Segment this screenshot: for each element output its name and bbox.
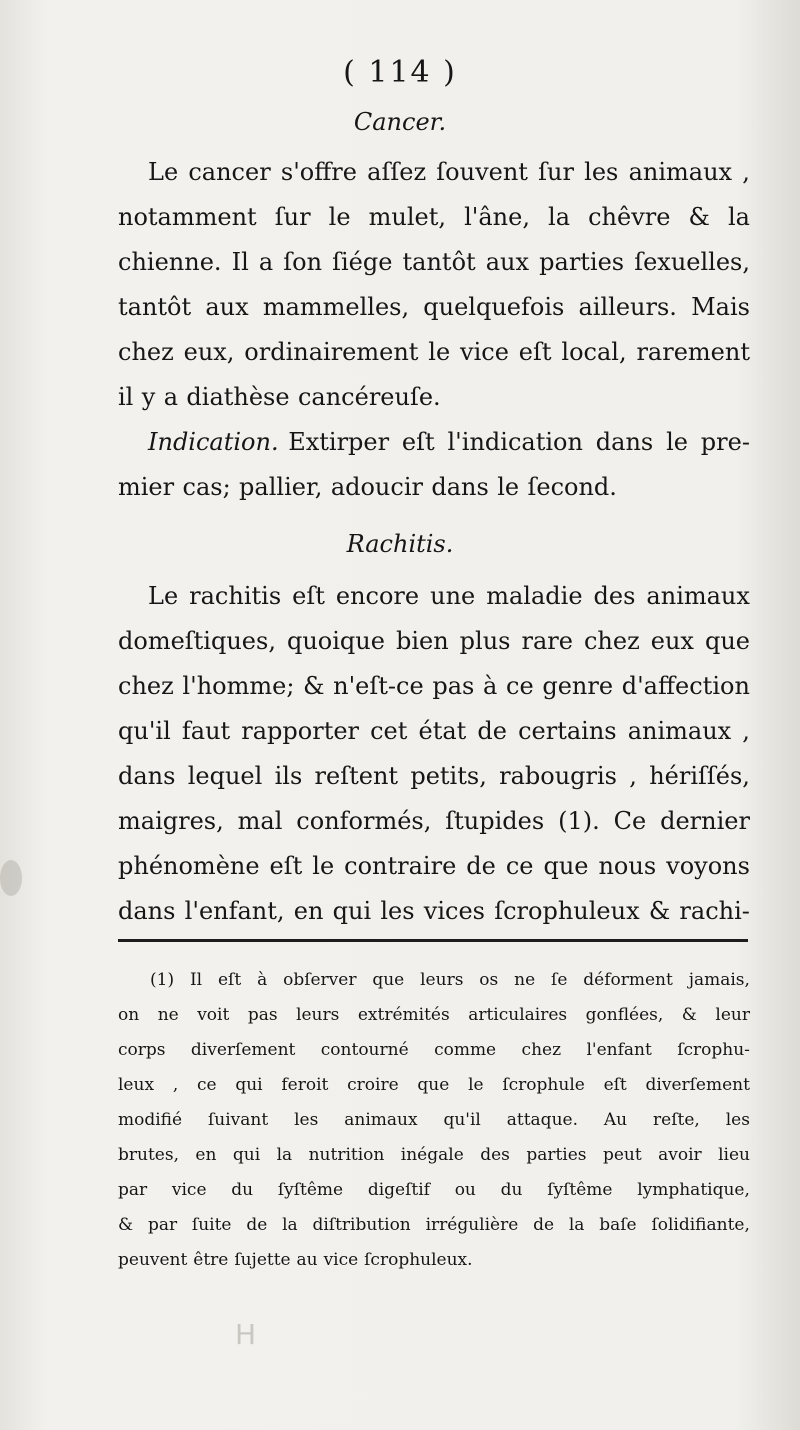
word: leur — [715, 1005, 750, 1025]
word: ſur — [274, 203, 311, 231]
text-line — [118, 158, 750, 202]
word: nutrition — [308, 1145, 385, 1165]
word: mier — [118, 473, 175, 501]
word: vice — [460, 338, 509, 366]
word: lequel — [187, 762, 263, 790]
word: animaux — [344, 1110, 418, 1130]
word: , — [742, 158, 750, 186]
text-line — [118, 852, 750, 896]
word: y — [141, 383, 156, 411]
word: & — [688, 203, 710, 231]
word: brutes, — [118, 1145, 179, 1165]
word: maigres, — [118, 807, 224, 835]
word: voit — [197, 1005, 230, 1025]
word: pas — [247, 1005, 278, 1025]
word: certains — [518, 717, 617, 745]
footnote-line — [118, 1005, 750, 1038]
word: , — [172, 1075, 179, 1095]
word: Le — [148, 582, 179, 610]
word: parties — [526, 1145, 587, 1165]
word: l'homme; — [182, 672, 295, 700]
word: parties — [539, 248, 625, 276]
word: os — [479, 970, 499, 990]
word: conformés, — [296, 807, 432, 835]
word: vices — [423, 897, 485, 925]
word: on — [118, 1005, 140, 1025]
word: Extirper — [288, 428, 390, 456]
word: & — [303, 672, 325, 700]
word: cancéreuſe. — [297, 383, 441, 411]
word: bien — [395, 627, 449, 655]
word: articulaires — [468, 1005, 568, 1025]
word: adoucir — [330, 473, 423, 501]
word: rarement — [636, 338, 750, 366]
word: ſyſtême — [547, 1180, 613, 1200]
word: de — [466, 852, 496, 880]
word: Mais — [691, 293, 750, 321]
word: mal — [237, 807, 283, 835]
word: domeſtiques, — [118, 627, 276, 655]
word: eſt — [518, 338, 552, 366]
word: leurs — [296, 1005, 340, 1025]
text-line — [118, 582, 750, 626]
word: l'enfant — [586, 1040, 652, 1060]
word: ſe — [551, 970, 568, 990]
word: le — [468, 1075, 484, 1095]
word: ſyſtême — [277, 1180, 344, 1200]
word: dans — [118, 762, 176, 790]
word: a — [258, 248, 274, 276]
word: de — [533, 1215, 555, 1235]
text-line — [118, 897, 750, 941]
word: ſon — [283, 248, 323, 276]
word: encore — [335, 582, 420, 610]
word: eſt — [269, 852, 303, 880]
word: contourné — [320, 1040, 409, 1060]
word: a — [163, 383, 179, 411]
word: local, — [561, 338, 627, 366]
word: plus — [459, 627, 511, 655]
word: rachitis — [189, 582, 282, 610]
word: Ce — [613, 807, 647, 835]
word: ſur — [538, 158, 574, 186]
word: obſerver — [283, 970, 357, 990]
word: & — [681, 1005, 697, 1025]
text-line — [118, 293, 750, 337]
word: la — [282, 1215, 298, 1235]
word: en — [293, 897, 324, 925]
word: l'enfant, — [184, 897, 285, 925]
word: par — [118, 1180, 148, 1200]
word: rapporter — [241, 717, 360, 745]
word: ce — [506, 672, 534, 700]
word: qu'il — [118, 717, 171, 745]
word: & — [648, 897, 671, 925]
footnote-line — [118, 1110, 750, 1143]
word: être — [193, 1250, 229, 1270]
word: aux — [205, 293, 249, 321]
word: dans — [118, 897, 176, 925]
word: peut — [602, 1145, 642, 1165]
word: & — [118, 1215, 134, 1235]
word: qui — [332, 897, 372, 925]
text-line — [118, 762, 750, 806]
word: ſtupides — [445, 807, 545, 835]
word: l'indication — [447, 428, 583, 456]
word: des — [480, 1145, 510, 1165]
word: chez — [583, 627, 640, 655]
word: (1) — [150, 970, 175, 990]
word: voyons — [666, 852, 750, 880]
word: , — [629, 762, 637, 790]
word: croire — [347, 1075, 399, 1095]
word: le — [497, 473, 520, 501]
text-line — [118, 473, 750, 517]
word: tantôt — [118, 293, 192, 321]
word: irrégulière — [425, 1215, 519, 1235]
word: vice — [323, 1250, 359, 1270]
word: que — [543, 852, 589, 880]
word: aſſez — [367, 158, 427, 186]
word: Il — [231, 248, 249, 276]
word: chez — [521, 1040, 562, 1060]
word: ils — [274, 762, 303, 790]
word: ſecond. — [527, 473, 617, 501]
word: aux — [485, 248, 530, 276]
word: cas; — [182, 473, 231, 501]
word: corps — [118, 1040, 166, 1060]
word: nous — [598, 852, 657, 880]
word: mulet, — [368, 203, 446, 231]
word: (1). — [558, 807, 600, 835]
word: eſt — [603, 1075, 627, 1095]
word: diverſement — [645, 1075, 750, 1095]
word: qui — [235, 1075, 263, 1095]
word: de — [246, 1215, 268, 1235]
word: dans — [431, 473, 489, 501]
word: que — [417, 1075, 450, 1095]
word: ailleurs. — [578, 293, 677, 321]
word: du — [231, 1180, 254, 1200]
word: le — [328, 203, 351, 231]
word: à — [483, 672, 498, 700]
word: genre — [542, 672, 614, 700]
word: leux — [118, 1075, 155, 1095]
word: ce — [505, 852, 534, 880]
word: les — [294, 1110, 319, 1130]
word: pre- — [700, 428, 750, 456]
word: maladie — [486, 582, 583, 610]
word: animaux — [627, 717, 732, 745]
word: le — [428, 338, 451, 366]
word: pallier, — [239, 473, 323, 501]
word: inégale — [400, 1145, 464, 1165]
word: à — [257, 970, 268, 990]
word: cancer — [188, 158, 271, 186]
word: eux — [650, 627, 694, 655]
word: ne — [157, 1005, 179, 1025]
word: en — [195, 1145, 217, 1165]
word: gonflées, — [585, 1005, 664, 1025]
word: diverſement — [190, 1040, 296, 1060]
word: la — [568, 1215, 585, 1235]
text-line — [118, 383, 750, 427]
word: par — [147, 1215, 178, 1235]
text-line — [118, 807, 750, 851]
word: chez — [118, 672, 174, 700]
word: jamais, — [688, 970, 750, 990]
word: quelquefois — [423, 293, 565, 321]
word: tantôt — [402, 248, 476, 276]
word: chez — [118, 338, 174, 366]
word: la — [276, 1145, 293, 1165]
footnote-line — [118, 1040, 750, 1073]
word: des — [593, 582, 636, 610]
word: qui — [232, 1145, 261, 1165]
word: feroit — [281, 1075, 329, 1095]
section-heading-cancer: Cancer. — [353, 108, 447, 136]
word: mammelles, — [262, 293, 410, 321]
word: rare — [521, 627, 573, 655]
word: ſouvent — [436, 158, 528, 186]
text-line — [118, 338, 750, 382]
word: rabougris — [499, 762, 617, 790]
indication-line — [118, 428, 750, 472]
word: vice — [171, 1180, 207, 1200]
footnote-line — [118, 1180, 750, 1213]
text-line — [118, 717, 750, 761]
word: ce — [196, 1075, 217, 1095]
text-line — [118, 248, 750, 292]
text-line — [118, 627, 750, 671]
word: pas — [432, 672, 475, 700]
word: notamment — [118, 203, 257, 231]
word: diathèse — [186, 383, 290, 411]
word: la — [548, 203, 571, 231]
word: avoir — [658, 1145, 702, 1165]
footnote-line — [118, 1145, 750, 1178]
page-number: ( 114 ) — [343, 55, 457, 90]
footnote-line — [118, 970, 750, 1003]
word: contraire — [344, 852, 457, 880]
word: les — [380, 897, 415, 925]
word: du — [500, 1180, 523, 1200]
word: ſcrophule — [502, 1075, 585, 1095]
word: animaux — [628, 158, 733, 186]
word: déforment — [583, 970, 673, 990]
word: ne — [514, 970, 536, 990]
word: au — [296, 1250, 318, 1270]
word: ou — [454, 1180, 476, 1200]
word: attaque. — [506, 1110, 578, 1130]
word: quoique — [286, 627, 385, 655]
word: d'affection — [621, 672, 750, 700]
word: ſexuelles, — [634, 248, 750, 276]
word: eſt — [292, 582, 325, 610]
footnote-line — [118, 1215, 750, 1248]
word: les — [725, 1110, 750, 1130]
word: que — [704, 627, 750, 655]
footnote-rule — [118, 939, 748, 942]
word: modifié — [118, 1110, 183, 1130]
word: rachi- — [679, 897, 750, 925]
word: cet — [370, 717, 408, 745]
word: Au — [603, 1110, 628, 1130]
indication-label: Indication. — [148, 428, 279, 456]
word: peuvent — [118, 1250, 188, 1270]
word: n'eſt-ce — [333, 672, 424, 700]
word: dans — [595, 428, 654, 456]
word: comme — [434, 1040, 497, 1060]
word: ſcrophu- — [677, 1040, 750, 1060]
word: chienne. — [118, 248, 222, 276]
word: phénomène — [118, 852, 260, 880]
word: ſujette — [234, 1250, 291, 1270]
word: extrémités — [357, 1005, 450, 1025]
text-line — [118, 203, 750, 247]
word: il — [118, 383, 134, 411]
word: lieu — [718, 1145, 750, 1165]
word: animaux — [646, 582, 750, 610]
word: Il — [189, 970, 203, 990]
word: ſuite — [191, 1215, 232, 1235]
word: ſolidifiante, — [651, 1215, 750, 1235]
word: digeſtif — [367, 1180, 430, 1200]
word: les — [584, 158, 619, 186]
word: eux, — [183, 338, 235, 366]
word: une — [430, 582, 476, 610]
word: diſtribution — [312, 1215, 411, 1235]
text-line — [118, 672, 750, 716]
word: reſte, — [653, 1110, 700, 1130]
word: ordinairement — [244, 338, 419, 366]
footnote-line — [118, 1250, 750, 1283]
word: ſiége — [332, 248, 393, 276]
word: petits, — [410, 762, 487, 790]
word: la — [727, 203, 750, 231]
margin-stain — [0, 860, 22, 896]
word: que — [372, 970, 405, 990]
word: eſt — [218, 970, 242, 990]
word: le — [666, 428, 688, 456]
word: dernier — [660, 807, 750, 835]
word: ſcrophuleux — [494, 897, 640, 925]
section-heading-rachitis: Rachitis. — [346, 530, 454, 558]
word: l'âne, — [464, 203, 530, 231]
word: reſtent — [314, 762, 399, 790]
signature-mark: H — [235, 1318, 257, 1351]
word: , — [742, 717, 750, 745]
word: faut — [181, 717, 231, 745]
word: ſcrophuleux. — [364, 1250, 473, 1270]
word: baſe — [599, 1215, 637, 1235]
word: qu'il — [443, 1110, 481, 1130]
word: chêvre — [588, 203, 671, 231]
word: Le — [148, 158, 179, 186]
word: leurs — [420, 970, 464, 990]
word: hériſſés, — [649, 762, 750, 790]
word: le — [312, 852, 335, 880]
word: eſt — [401, 428, 435, 456]
word: état — [418, 717, 467, 745]
word: lymphatique, — [637, 1180, 750, 1200]
word: s'offre — [280, 158, 357, 186]
word: ſuivant — [207, 1110, 269, 1130]
footnote-line — [118, 1075, 750, 1108]
word: de — [477, 717, 507, 745]
